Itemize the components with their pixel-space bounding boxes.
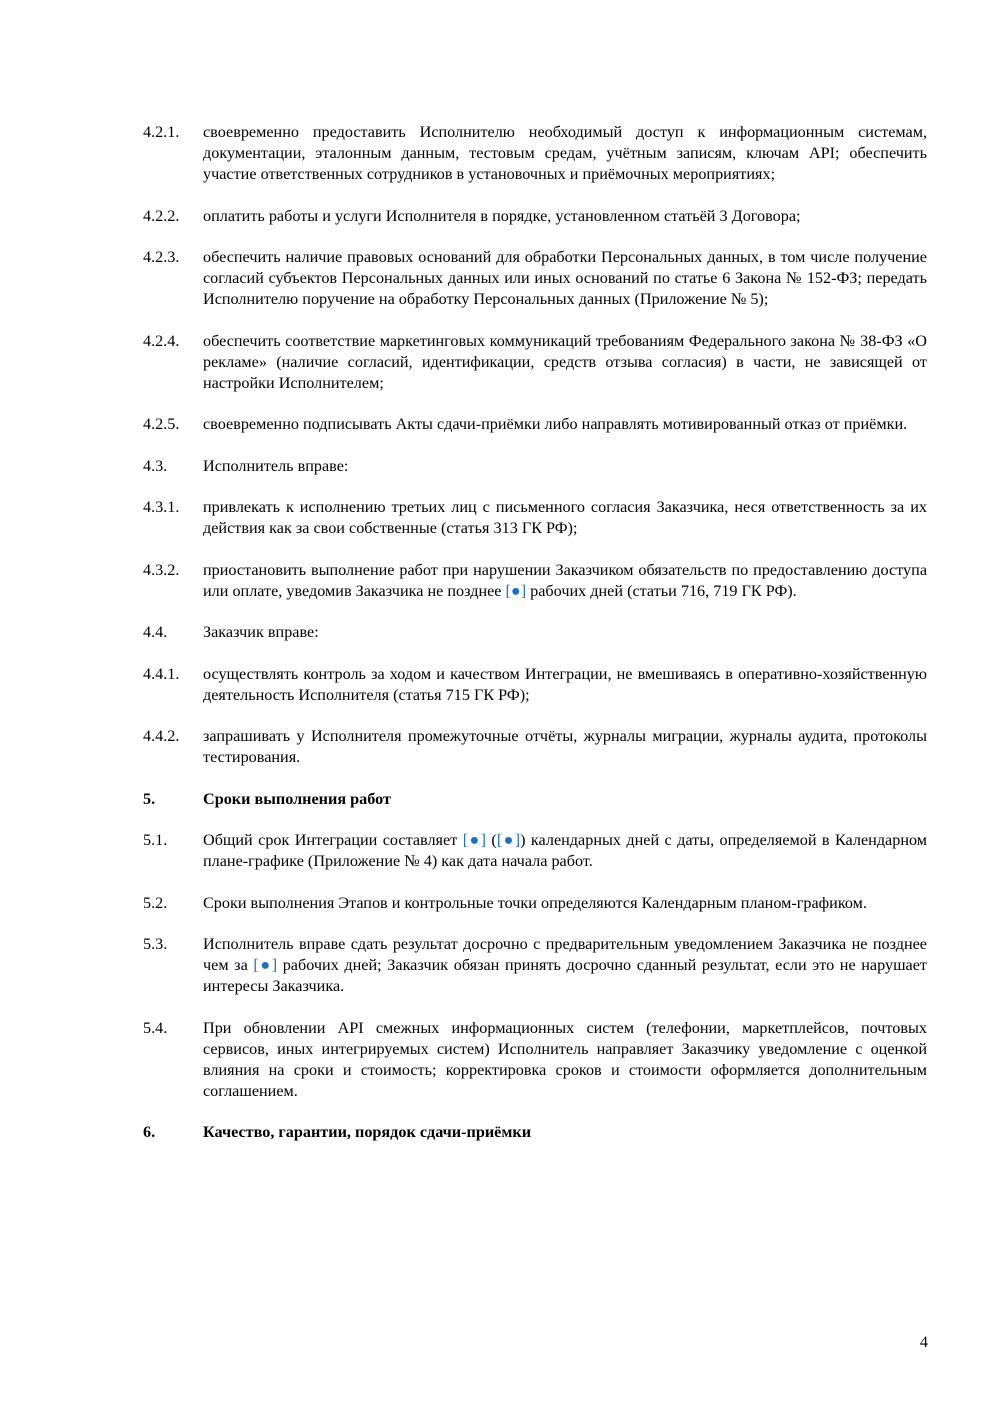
text-run: Исполнитель вправе сдать результат досрочно с предварительным уведомлением Заказчика не позднее чем за xyxy=(203,935,927,974)
text-run: ) календарных дней с даты, определяемой в Календарном плане-графике (Приложение № 4) как дата начала работ. xyxy=(203,831,928,870)
text-run: своевременно подписывать Акты сдачи-приёмки либо направлять мотивированный отказ от приёмки. xyxy=(203,415,908,433)
text-run: своевременно предоставить Исполнителю необходимый доступ к информационным системам, документации, эталонным данным, тестовым средам, учётным записям, ключам API; обеспечить участие ответственных сотрудников в установочных и приёмочных мероприятиях; xyxy=(203,123,927,183)
clause-number: 5.1. xyxy=(143,831,168,849)
text-run: приостановить выполнение работ при нарушении Заказчиком обязательств по предоставлению доступа или оплате, уведомив Заказчика не позднее xyxy=(203,560,927,600)
clause xyxy=(143,1018,927,1102)
section-heading xyxy=(143,1122,927,1143)
clause-text xyxy=(203,122,927,185)
clause-text xyxy=(203,414,927,435)
clause-number: 4.4.1. xyxy=(143,664,180,683)
clause xyxy=(143,830,927,872)
clause-text xyxy=(203,206,927,227)
clause xyxy=(143,456,927,477)
text-run: Заказчик вправе: xyxy=(203,623,319,641)
clause-text xyxy=(203,664,927,706)
text-run: осуществлять контроль за ходом и качеством Интеграции, не вмешиваясь в оперативно-хозяйственную деятельность Исполнителя (статья 715 ГК РФ); xyxy=(203,664,927,704)
clause-number: 6. xyxy=(143,1123,156,1141)
clause-number: 4.2.1. xyxy=(143,123,180,141)
text-run: При обновлении API смежных информационных систем (телефонии, маркетплейсов, почтовых сервисов, иных интегрируемых систем) Исполнитель направляет Заказчику уведомление с оценкой влияния на сроки и стоимость; корректировка сроков и стоимости оформляется дополнительным соглашением. xyxy=(203,1018,927,1100)
text-run: оплатить работы и услуги Исполнителя в порядке, установленном статьёй 3 Договора; xyxy=(203,206,801,225)
text-run: рабочих дней; Заказчик обязан принять досрочно сданный результат, если это не нарушает интересы Заказчика. xyxy=(203,956,927,995)
clause-number: 5.3. xyxy=(143,935,168,953)
text-run: обеспечить соответствие маркетинговых коммуникаций требованиям Федерального закона № 38-ФЗ «О рекламе» (наличие согласий, идентификации, средств отзыва согласия) в части, не зависящей от настройки Исполнителем; xyxy=(203,331,927,392)
section-title xyxy=(203,1122,927,1143)
clause-text xyxy=(203,247,927,310)
text-run: Исполнитель вправе: xyxy=(203,456,349,475)
clause-number: 4.4.2. xyxy=(143,727,180,745)
section-title xyxy=(203,789,927,810)
clause-number: 4.2.4. xyxy=(143,331,180,350)
placeholder-mark: [●] xyxy=(253,956,278,974)
placeholder-mark: [●] xyxy=(462,831,486,849)
clause-text xyxy=(203,934,927,997)
clause xyxy=(143,122,927,185)
text-run: Сроки выполнения работ xyxy=(203,789,391,808)
placeholder-mark: [●] xyxy=(505,581,527,600)
clause-text xyxy=(203,560,927,602)
clause-number: 4.2.2. xyxy=(143,206,180,225)
clause-number: 4.4. xyxy=(143,623,168,641)
clause-text xyxy=(203,726,927,768)
clause xyxy=(143,331,927,394)
text-run: Качество, гарантии, порядок сдачи-приёмки xyxy=(203,1123,532,1141)
clause-text xyxy=(203,622,927,643)
clause xyxy=(143,893,927,914)
text-run: запрашивать у Исполнителя промежуточные отчёты, журналы миграции, журналы аудита, протоколы тестирования. xyxy=(203,727,927,766)
text-run: обеспечить наличие правовых оснований для обработки Персональных данных, в том числе получение согласий субъектов Персональных данных или иных оснований по статье 6 Закона № 152-ФЗ; передать Исполнителю поручение на обработку Персональных данных (Приложение № 5); xyxy=(203,248,927,308)
clause-number: 4.3.1. xyxy=(143,498,180,516)
section-heading xyxy=(143,789,927,810)
clause xyxy=(143,664,927,706)
text-run: рабочих дней (статьи 716, 719 ГК РФ). xyxy=(526,581,797,600)
clause xyxy=(143,247,927,310)
text-run: привлекать к исполнению третьих лиц с письменного согласия Заказчика, неся ответственность за их действия как за свои собственные (статья 313 ГК РФ); xyxy=(203,498,927,537)
clause-number: 5.2. xyxy=(143,893,168,912)
clause-text xyxy=(203,456,927,477)
clause xyxy=(143,497,927,539)
clause xyxy=(143,622,927,643)
clause-number: 4.3.2. xyxy=(143,560,180,579)
page-number: 4 xyxy=(919,1333,928,1351)
clause-number: 4.2.3. xyxy=(143,248,180,266)
clause-number: 5.4. xyxy=(143,1018,168,1037)
clause xyxy=(143,934,927,997)
text-run: Общий срок Интеграции составляет xyxy=(203,831,463,849)
clause-number: 4.2.5. xyxy=(143,415,180,433)
placeholder-mark: [●] xyxy=(496,831,521,849)
clause-number: 4.3. xyxy=(143,456,168,475)
clause-text xyxy=(203,1018,927,1102)
clause xyxy=(143,726,927,768)
text-run: ( xyxy=(486,831,497,849)
clause xyxy=(143,560,927,602)
clause-text xyxy=(203,830,927,872)
clause-text xyxy=(203,497,927,539)
clause-text xyxy=(203,331,927,394)
clause xyxy=(143,414,927,435)
clause-number: 5. xyxy=(143,789,156,808)
clause xyxy=(143,206,927,227)
document-body xyxy=(143,122,927,1164)
text-run: Сроки выполнения Этапов и контрольные точки определяются Календарным планом-графиком. xyxy=(203,893,867,912)
clause-text xyxy=(203,893,927,914)
